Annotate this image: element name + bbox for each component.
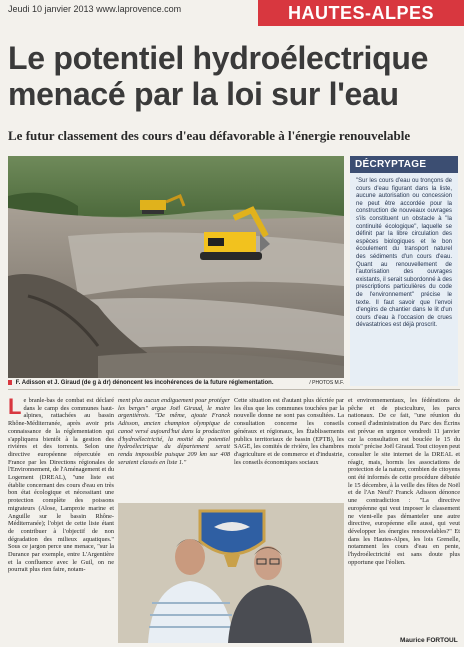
page-header	[0, 0, 464, 30]
river-photo	[8, 156, 344, 378]
column-1-text: e branle-bas de combat est déclaré dans le camp des communes haut-alpines, rattachées au bassin Rhône-Méditerranée, après avoir pris connaissance de la réglementation qui s'appliquera bientôt à la gestion des rivières et des torrents. Selon une directive européenne répercutée en France par les Directions régionales de l'Environnement, de l'Aménagement et du Logement (DREAL), "une liste est établie concernant des cours d'eau en très bon état écologique et nécessitant une protection complète des poissons migrateurs (Alose, Lamproie marine et Anguille sur le bassin Rhône-Méditerranée); l'objet de cette liste étant de contribuer à l'objectif de non dégradation des milieux aquatiques." Sous ce jargon perce une menace, "sur la Durance par exemple, entre L'Argentière et la confluence avec le Guil, on ne pourrait plus rien faire, notam-	[8, 397, 114, 574]
column-4-text: et environnementaux, les fédérations de pêche et de pisciculture, les parcs nationaux. De ce fait, "une réunion du conseil d'administration du Parc des Écrins est prévue en urgence vendredi 11 janvier car la consultation est bouclée le 15 du mois" précise Joël Giraud. Tout citoyen peut consulter le site internet de la DREAL et réagir, mais, hormis les associations de protection de la nature, combien de citoyens ont été informés de cette procédure débutée le 15 décembre, à la veille des fêtes de Noël et de l'An Neuf? Franck Adisson dénonce une contradiction : "La directive européenne qui veut imposer le classement ne vient-elle pas démanteler une autre directive, européenne elle aussi, qui veut développer les énergies renouvelables?" Et dans les Hautes-Alpes, les lois Grenelle, notamment les cours d'eau en pente, l'hydroélectricité est sans doute plus opportune que l'éolien.	[348, 397, 461, 566]
caption-marker	[8, 380, 12, 385]
drop-cap: L	[8, 394, 22, 419]
two-men-portrait-illustration	[118, 503, 344, 643]
article-column-4	[348, 397, 460, 566]
date-text: Jeudi 10 janvier 2013	[8, 4, 94, 14]
article-title	[8, 40, 460, 112]
portrait-photo	[118, 503, 344, 643]
title-line-2: menacé par la loi sur l'eau	[8, 76, 399, 112]
photo-credit: / PHOTOS M.F.	[309, 380, 344, 386]
article-column-2	[118, 397, 230, 497]
article-column-1	[8, 394, 114, 574]
column-2-text: ment plus aucun endiguement pour protéger les berges" argue Joël Giraud, le maire argentiérois. "De même, ajoute Franck Adisson, ancien champion olympique de canoë versé aujourd'hui dans la production d'hydroélectricité, la moitié du potentiel hydroélectrique du département serait rendu impossible puisque 209 km sur 408 seraient classés en liste 1."	[118, 397, 230, 466]
article-subtitle: Le futur classement des cours d'eau défavorable à l'énergie renouvelable	[8, 128, 411, 143]
section-banner: HAUTES-ALPES	[258, 0, 464, 26]
section-divider	[8, 389, 460, 390]
decryptage-text: "Sur les cours d'eau ou tronçons de cours d'eau figurant dans la liste, aucune autorisation ou concession ne peut être accordée pour la construction de nouveaux ouvrages s'ils constituent un obstacle à "la continuité écologique", laquelle se définit par la libre circulation des espèces biologiques et le bon écoulement du transport naturel des sédiments d'un cours d'eau. Quant au renouvellement de l'autorisation des ouvrages existants, il serait subordonné à des prescriptions particulières du code de l'environnement" précise le texte. Il faut savoir que l'envoi d'engins de chantier dans le lit d'un cours d'eau à l'occasion de crues dévastatrices est déjà proscrit.	[356, 178, 452, 329]
excavators-river-illustration	[8, 156, 344, 378]
title-line-1: Le potentiel hydroélectrique	[8, 40, 429, 76]
site-url: www.laprovence.com	[96, 4, 182, 14]
dateline	[8, 4, 181, 14]
caption-text: F. Adisson et J. Giraud (de g à dr) dénoncent les incohérences de la future réglementation.	[15, 380, 274, 387]
article-column-3	[234, 397, 344, 497]
decryptage-heading: DÉCRYPTAGE	[350, 156, 458, 173]
photo-caption	[8, 380, 344, 386]
column-3-text: Cette situation est d'autant plus décriée par les élus que les communes touchées par la nouvelle donne ne sont pas consultées. La consultation concerne les conseils généraux et régionaux, les Établissements publics territoriaux de bassin (EPTB), les SAGE, les comités de rivière, les chambres d'agriculture et de commerce et d'industrie, les conseils économiques sociaux	[234, 397, 344, 466]
author-signature: Maurice FORTOUL	[400, 637, 458, 644]
decryptage-box	[350, 156, 458, 386]
